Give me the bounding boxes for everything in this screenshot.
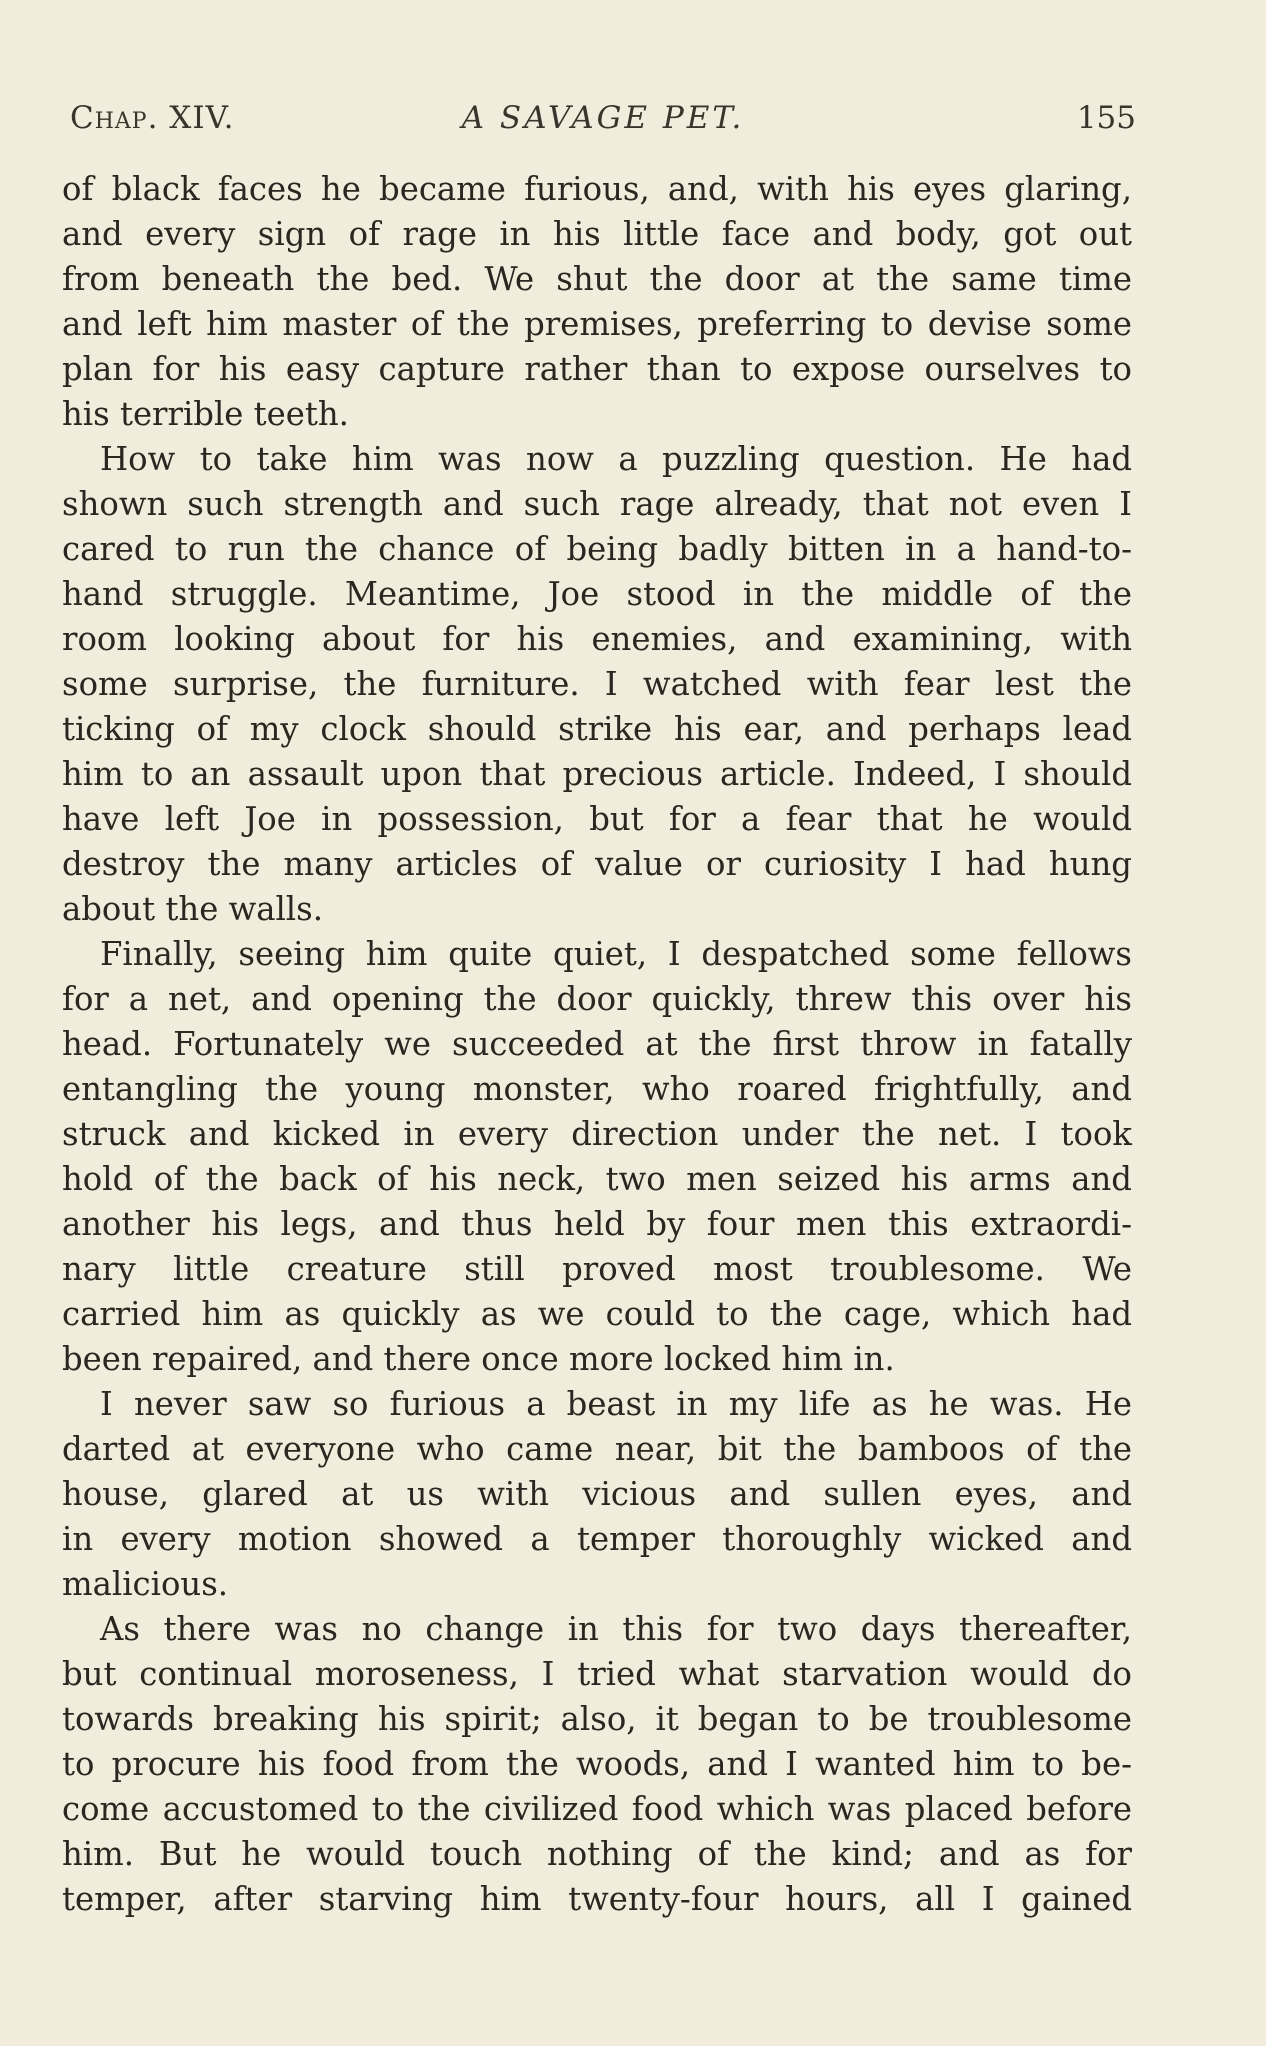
text-line: from beneath the bed. We shut the door at the same time	[62, 260, 1132, 298]
text-line: about the walls.	[62, 890, 323, 928]
text-line: but continual moroseness, I tried what starvation would do	[62, 1655, 1132, 1693]
text-line: carried him as quickly as we could to the cage, which had	[62, 1295, 1132, 1333]
text-line: shown such strength and such rage already, that not even I	[62, 485, 1132, 523]
running-head	[70, 100, 1136, 140]
text-line: ticking of my clock should strike his ear, and perhaps lead	[62, 710, 1132, 748]
text-line: towards breaking his spirit; also, it began to be troublesome	[62, 1700, 1132, 1738]
text-line: to procure his food from the woods, and I wanted him to be-	[62, 1745, 1132, 1783]
text-line: malicious.	[62, 1565, 229, 1603]
text-line: hold of the back of his neck, two men seized his arms and	[62, 1160, 1132, 1198]
text-line: house, glared at us with vicious and sullen eyes, and	[62, 1475, 1132, 1513]
text-line: another his legs, and thus held by four men this extraordi-	[62, 1205, 1132, 1243]
text-line: nary little creature still proved most troublesome. We	[62, 1250, 1132, 1288]
text-line: of black faces he became furious, and, with his eyes glaring,	[62, 170, 1132, 208]
text-line: been repaired, and there once more locked him in.	[62, 1340, 895, 1378]
text-line: struck and kicked in every direction under the net. I took	[62, 1115, 1132, 1153]
text-line: plan for his easy capture rather than to expose ourselves to	[62, 350, 1132, 388]
text-line: some surprise, the furniture. I watched with fear lest the	[62, 665, 1132, 703]
text-line: him. But he would touch nothing of the kind; and as for	[62, 1835, 1132, 1873]
paragraph-start-line: I never saw so furious a beast in my life as he was. He	[100, 1385, 1132, 1423]
chapter-label: Chap. XIV.	[70, 100, 235, 136]
text-line: have left Joe in possession, but for a fear that he would	[62, 800, 1132, 838]
text-line: temper, after starving him twenty-four hours, all I gained	[62, 1880, 1132, 1918]
paragraph-start-line: As there was no change in this for two days thereafter,	[100, 1610, 1132, 1648]
text-line: and every sign of rage in his little face and body, got out	[62, 215, 1132, 253]
text-line: cared to run the chance of being badly bitten in a hand-to-	[62, 530, 1132, 568]
text-line: his terrible teeth.	[62, 395, 349, 433]
text-line: destroy the many articles of value or curiosity I had hung	[62, 845, 1132, 883]
chapter-title: A SAVAGE PET.	[461, 100, 745, 136]
paragraph-start-line: Finally, seeing him quite quiet, I despatched some fellows	[100, 935, 1132, 973]
page-number: 155	[1076, 100, 1136, 136]
paragraph-start-line: How to take him was now a puzzling question. He had	[100, 440, 1132, 478]
text-line: head. Fortunately we succeeded at the first throw in fatally	[62, 1025, 1132, 1063]
text-line: in every motion showed a temper thoroughly wicked and	[62, 1520, 1132, 1558]
text-line: and left him master of the premises, preferring to devise some	[62, 305, 1132, 343]
text-line: hand struggle. Meantime, Joe stood in the middle of the	[62, 575, 1132, 613]
body-text	[62, 167, 1132, 1922]
text-line: come accustomed to the civilized food which was placed before	[62, 1790, 1132, 1828]
text-line: room looking about for his enemies, and examining, with	[62, 620, 1132, 658]
text-line: him to an assault upon that precious article. Indeed, I should	[62, 755, 1132, 793]
text-line: entangling the young monster, who roared frightfully, and	[62, 1070, 1132, 1108]
text-line: darted at everyone who came near, bit the bamboos of the	[62, 1430, 1132, 1468]
text-line: for a net, and opening the door quickly, threw this over his	[62, 980, 1132, 1018]
